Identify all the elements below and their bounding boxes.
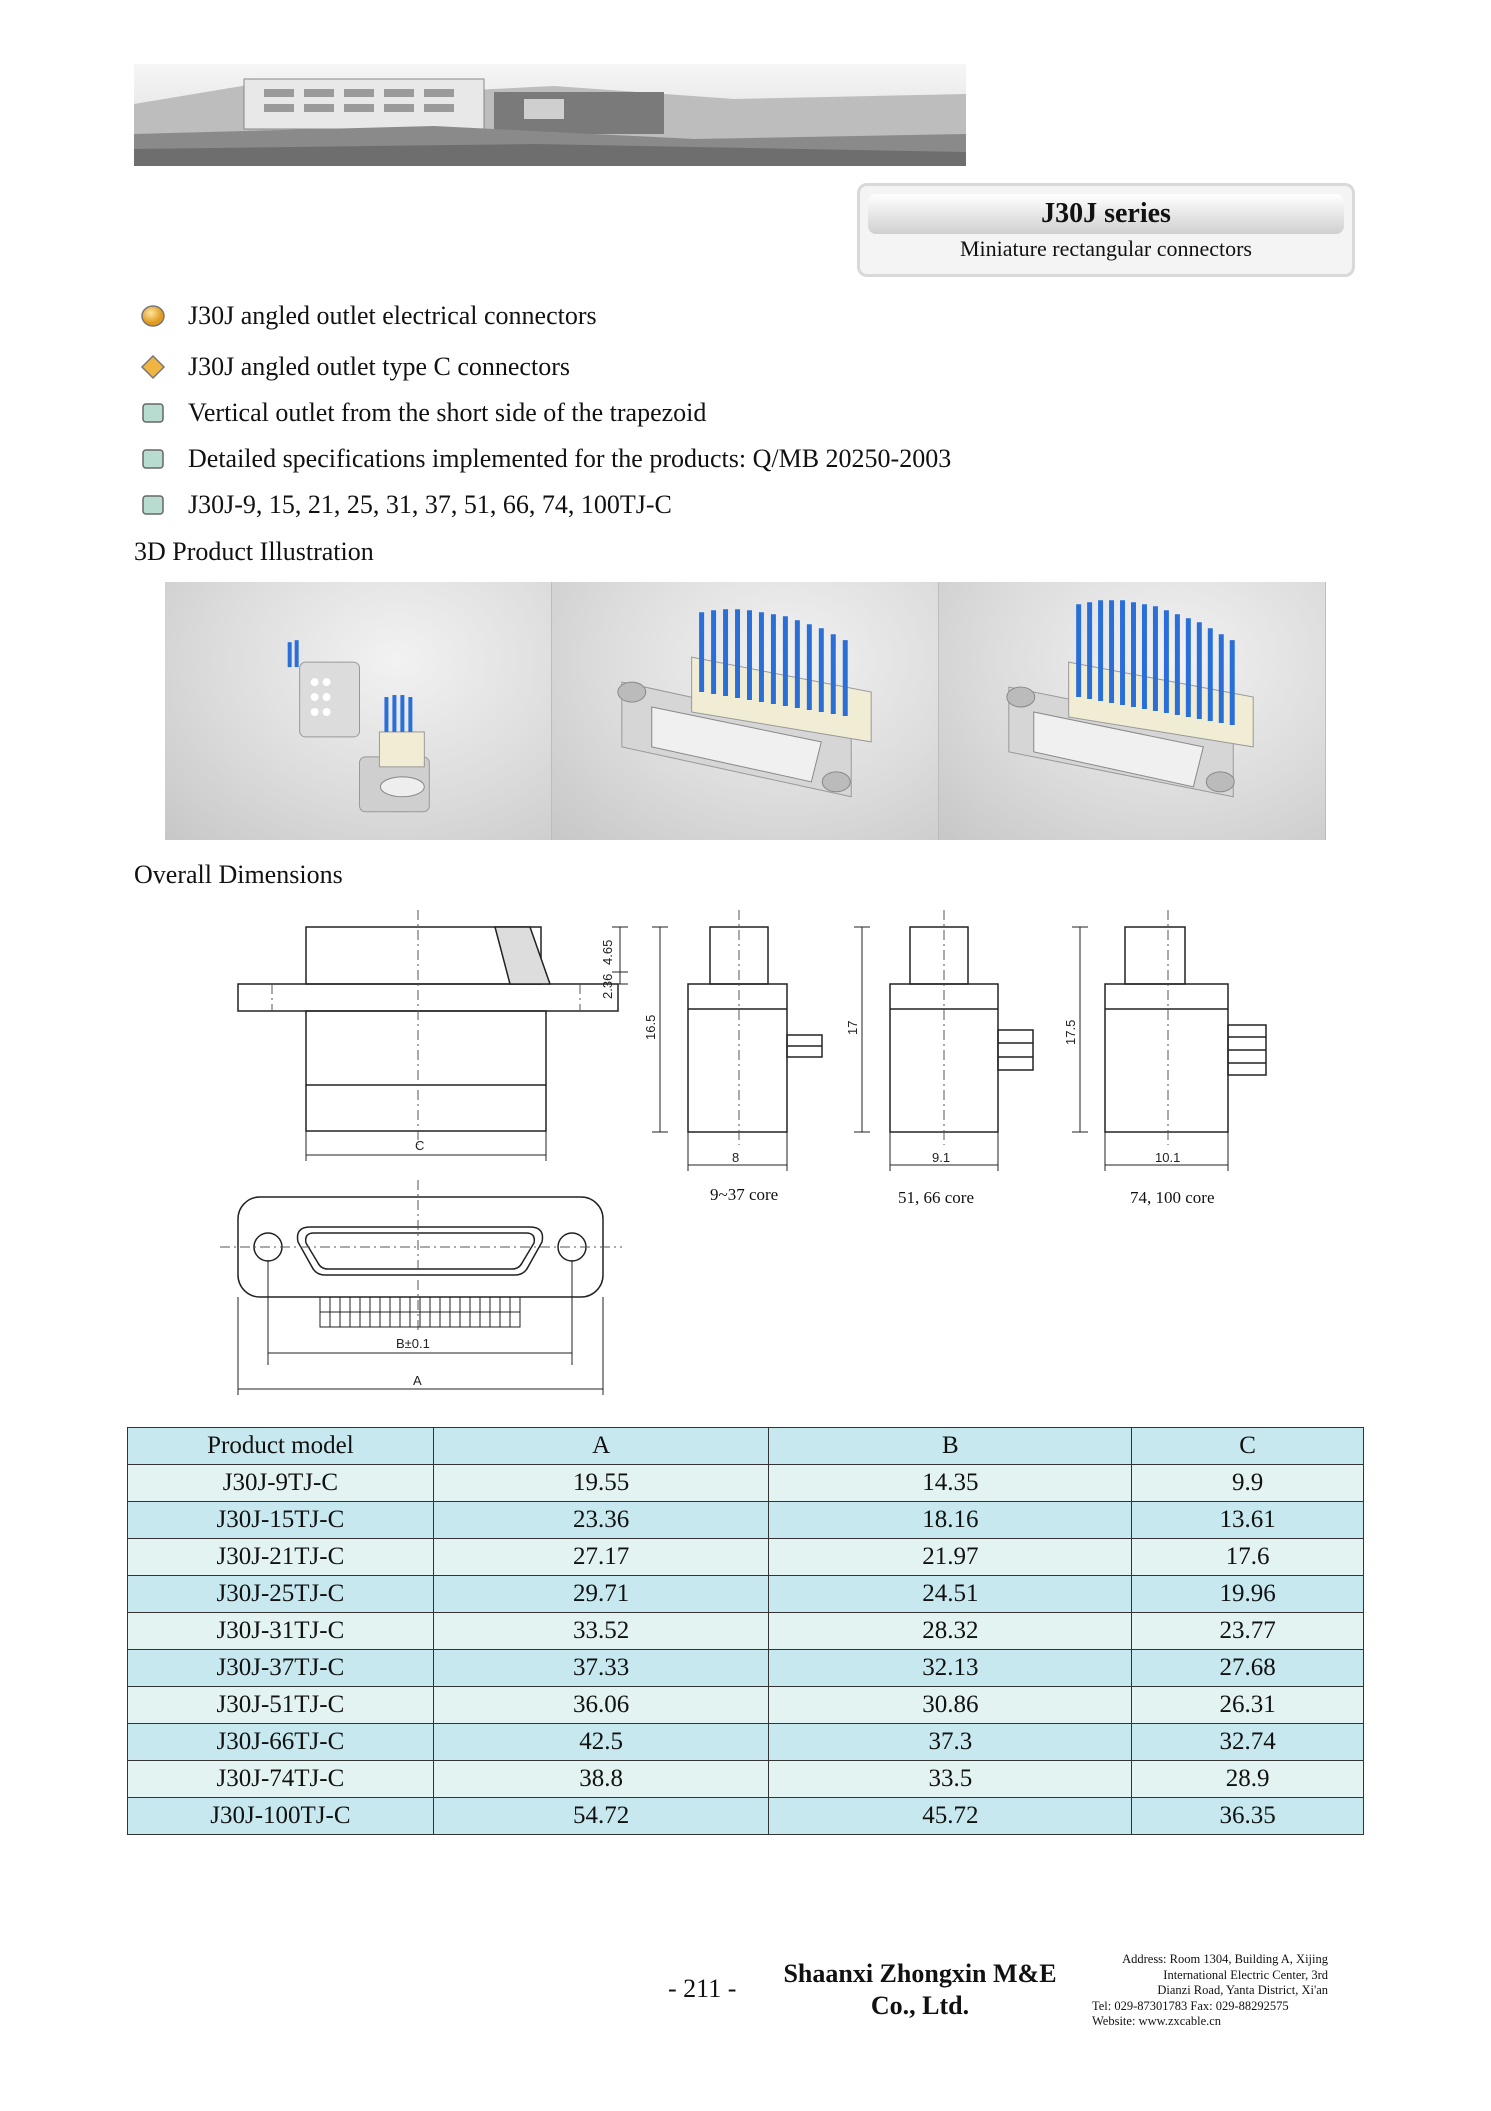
green-square-icon [140, 400, 166, 426]
table-cell: J30J-21TJ-C [128, 1539, 434, 1576]
table-row [128, 1613, 1364, 1650]
bullet-text: J30J angled outlet electrical connectors [188, 301, 597, 330]
caption-core-74-100: 74, 100 core [1130, 1188, 1215, 1207]
dimension-drawings [210, 905, 1330, 1405]
company-name-line1: Shaanxi Zhongxin M&E [783, 1959, 1057, 1988]
table-cell: J30J-37TJ-C [128, 1650, 434, 1687]
table-row [128, 1465, 1364, 1502]
address-line: International Electric Center, 3rd [1163, 1967, 1328, 1982]
dim-label-465: 4.65 [600, 939, 615, 965]
table-cell: 38.8 [433, 1761, 769, 1798]
table-cell: 28.9 [1132, 1761, 1364, 1798]
table-row [128, 1650, 1364, 1687]
dim-label-8: 8 [732, 1150, 740, 1165]
table-cell: 13.61 [1132, 1502, 1364, 1539]
table-cell: 24.51 [769, 1576, 1132, 1613]
table-row [128, 1761, 1364, 1798]
section-title-dimensions: Overall Dimensions [134, 860, 343, 889]
company-address [1092, 1952, 1328, 2030]
table-cell: J30J-66TJ-C [128, 1724, 434, 1761]
bullet-text: J30J-9, 15, 21, 25, 31, 37, 51, 66, 74, 100TJ-C [188, 490, 672, 519]
table-row [128, 1539, 1364, 1576]
series-subtitle: Miniature rectangular connectors [960, 236, 1252, 261]
table-row [128, 1576, 1364, 1613]
table-cell: 37.33 [433, 1650, 769, 1687]
dim-label-b: B±0.1 [396, 1336, 430, 1351]
green-square-icon [140, 446, 166, 472]
table-cell: 42.5 [433, 1724, 769, 1761]
table-cell: J30J-9TJ-C [128, 1465, 434, 1502]
table-cell: 9.9 [1132, 1465, 1364, 1502]
table-cell: J30J-25TJ-C [128, 1576, 434, 1613]
table-header: A [433, 1428, 769, 1465]
bullet-text: J30J angled outlet type C connectors [188, 352, 570, 381]
connector-image-large [939, 582, 1326, 840]
table-cell: 37.3 [769, 1724, 1132, 1761]
table-cell: 26.31 [1132, 1687, 1364, 1724]
section-title-illustration: 3D Product Illustration [134, 537, 374, 566]
bullet-item [140, 488, 672, 522]
table-cell: 45.72 [769, 1798, 1132, 1835]
dimension-table [127, 1427, 1364, 1835]
table-cell: J30J-74TJ-C [128, 1761, 434, 1798]
connector-image-medium [552, 582, 939, 840]
caption-core-9-37: 9~37 core [710, 1185, 779, 1204]
table-cell: 27.68 [1132, 1650, 1364, 1687]
bullet-item [140, 396, 706, 430]
table-cell: 30.86 [769, 1687, 1132, 1724]
bullet-text: Vertical outlet from the short side of the trapezoid [188, 398, 707, 427]
table-row [128, 1502, 1364, 1539]
table-header-row [128, 1428, 1364, 1465]
table-row [128, 1724, 1364, 1761]
table-cell: J30J-51TJ-C [128, 1687, 434, 1724]
address-line: Dianzi Road, Yanta District, Xi'an [1157, 1983, 1328, 1997]
product-illustration-strip [165, 582, 1327, 840]
table-cell: 32.13 [769, 1650, 1132, 1687]
bullet-item [140, 299, 597, 333]
address-line: Address: Room 1304, Building A, Xijing [1122, 1952, 1328, 1966]
header-banner-image [134, 64, 966, 166]
table-row [128, 1687, 1364, 1724]
table-cell: 19.96 [1132, 1576, 1364, 1613]
caption-core-51-66: 51, 66 core [898, 1188, 975, 1207]
table-cell: 29.71 [433, 1576, 769, 1613]
company-name-line2: Co., Ltd. [870, 1991, 970, 2020]
table-cell: 18.16 [769, 1502, 1132, 1539]
connector-image-small [165, 582, 552, 840]
series-title: J30J series [1041, 198, 1171, 229]
page-number: - 211 - [668, 1974, 737, 2003]
bullet-item [140, 442, 951, 476]
table-cell: 36.35 [1132, 1798, 1364, 1835]
table-header: C [1132, 1428, 1364, 1465]
dim-label-91: 9.1 [932, 1150, 951, 1165]
table-cell: J30J-15TJ-C [128, 1502, 434, 1539]
series-title-box [857, 183, 1355, 277]
phone-fax: Tel: 029-87301783 Fax: 029-88292575 [1092, 1998, 1289, 2013]
table-cell: 17.6 [1132, 1539, 1364, 1576]
table-header: Product model [128, 1428, 434, 1465]
table-row [128, 1798, 1364, 1835]
bullet-text: Detailed specifications implemented for the products: Q/MB 20250-2003 [188, 444, 952, 473]
dim-label-c: C [415, 1138, 425, 1153]
table-cell: 14.35 [769, 1465, 1132, 1502]
table-cell: J30J-31TJ-C [128, 1613, 434, 1650]
table-cell: 28.32 [769, 1613, 1132, 1650]
table-cell: 21.97 [769, 1539, 1132, 1576]
dim-label-175: 17.5 [1063, 1019, 1078, 1045]
table-cell: 23.77 [1132, 1613, 1364, 1650]
website: Website: www.zxcable.cn [1092, 2014, 1222, 2028]
table-header: B [769, 1428, 1132, 1465]
dim-label-17: 17 [845, 1020, 860, 1035]
bullet-item [140, 350, 570, 384]
table-cell: 33.5 [769, 1761, 1132, 1798]
table-cell: 19.55 [433, 1465, 769, 1502]
table-cell: 23.36 [433, 1502, 769, 1539]
dim-label-101: 10.1 [1155, 1150, 1181, 1165]
dim-label-a: A [413, 1373, 422, 1388]
orange-diamond-icon [140, 354, 166, 380]
table-cell: 54.72 [433, 1798, 769, 1835]
green-square-icon [140, 492, 166, 518]
dim-label-236: 2.36 [600, 973, 615, 999]
table-cell: 36.06 [433, 1687, 769, 1724]
orange-circle-icon [140, 303, 166, 329]
table-cell: 33.52 [433, 1613, 769, 1650]
company-name [770, 1958, 1070, 2022]
table-cell: 32.74 [1132, 1724, 1364, 1761]
table-cell: 27.17 [433, 1539, 769, 1576]
table-cell: J30J-100TJ-C [128, 1798, 434, 1835]
dim-label-165: 16.5 [643, 1014, 658, 1040]
